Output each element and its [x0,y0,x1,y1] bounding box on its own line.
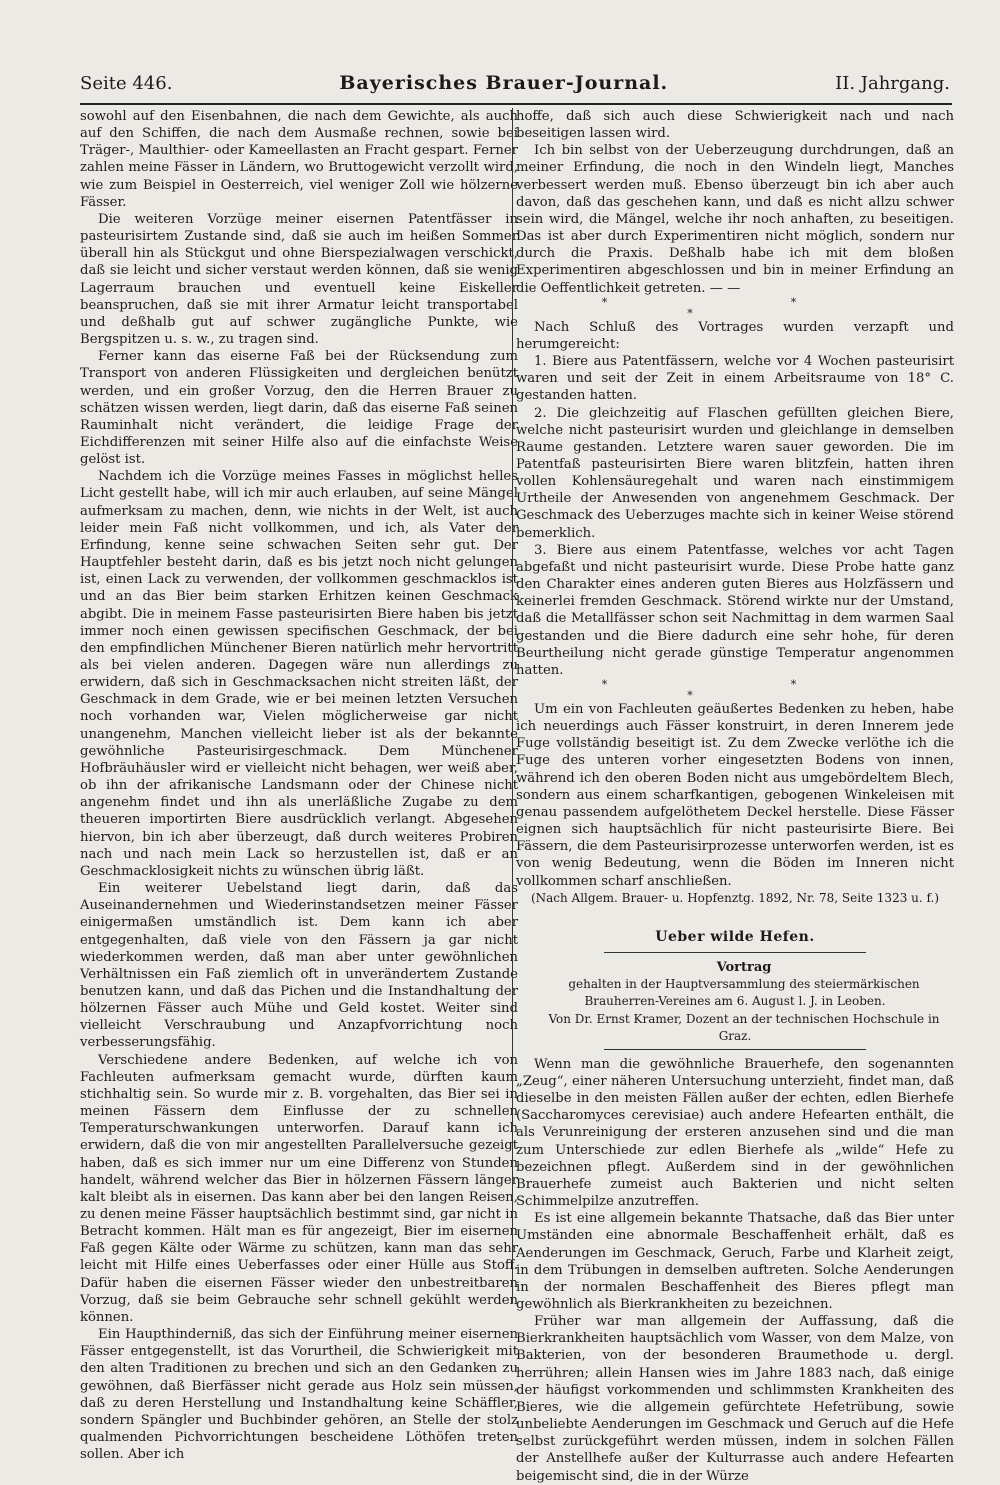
journal-title: Bayerisches Brauer-Journal. [339,72,669,94]
volume-label: II. Jahrgang. [835,73,950,94]
paragraph: sowohl auf den Eisenbahnen, die nach dem Gewichte, als auch auf den Schiffen, die nach dem Ausmaße rechnen, sowie bei Träger-, Maulthier- oder Kameellasten an Fracht gespart. Ferner zahlen meine Fässer in Ländern, wo Bruttogewicht verzollt wird, wie zum Beispiel in Oesterreich, viel weniger Zoll wie hölzerne Fässer. [80,109,518,210]
section-separator: * * * [601,295,887,320]
left-column [80,108,518,1463]
article-author: Von Dr. Ernst Kramer, Dozent an der technischen Hochschule in Graz. [548,1011,940,1043]
paragraph: Die weiteren Vorzüge meiner eisernen Patentfässer in pasteurisirtem Zustande sind, daß sie auch im heißen Sommer überall hin als Stückgut und ohne Bierspezialwagen verschickt, daß sie leicht und sicher verstaut werden können, daß sie wenig Lagerraum brauchen und eventuell keine Eiskeller beanspruchen, daß sie mit ihrer Armatur leicht transportabel und deßhalb gut auf schwer zugängliche Punkte, wie Bergspitzen u. s. w., zu tragen sind. [80,211,518,348]
right-column [516,108,954,1485]
article-title: Ueber wilde Hefen. [655,928,815,945]
paragraph: Ein Haupthinderniß, das sich der Einführung meiner eisernen Fässer entgegenstellt, ist das Vorurtheil, die Schwierigkeit mit den alten Traditionen zu brechen und sich an den Gedanken zu gewöhnen, daß Bierfässer nicht gerade aus Holz sein müssen, daß zu deren Herstellung und Instandhaltung keine Schäffler, sondern Spängler und Buchbinder gehören, an Stelle der stolz qualmenden Pichvorrichtungen bescheidene Löthöfen treten sollen. Aber ich [80,1327,518,1463]
paragraph: Ein weiterer Uebelstand liegt darin, daß das Auseinandernehmen und Wiederinstandsetzen meiner Fässer einigermaßen umständlich ist. Dem kann ich aber entgegenhalten, daß viele von den Fässern ja gar nicht wiederkommen werden, daß man aber unter gewöhnlichen Verhältnissen ein Faß ziemlich oft in unverändertem Zustande benutzen kann, und daß das Pichen und die Instandhaltung der hölzernen Fässer auch Mühe und Geld kostet. Weiter sind vielleicht Verschraubung und Anzapfvorrichtung noch verbesserungsfähig. [80,881,518,1051]
paragraph: hoffe, daß sich auch diese Schwierigkeit nach und nach beseitigen lassen wird. [516,109,954,142]
paragraph: 3. Biere aus einem Patentfasse, welches vor acht Tagen abgefaßt und nicht pasteurisirt wurde. Diese Probe hatte ganz den Charakter eines anderen guten Bieres aus Holzfässern und keinerlei fremden Geschmack. Störend wirkte nur der Umstand, daß die Metallfässer schon seit Nachmittag in dem warmen Saal gestanden und die Biere dadurch eine sehr hohe, für deren Beurtheilung nicht gerade günstige Temperatur angenommen hatten. [516,542,954,678]
paragraph: Um ein von Fachleuten geäußertes Bedenken zu heben, habe ich neuerdings auch Fässer konstruirt, in deren Innerem jede Fuge vollständig beseitigt ist. Zu dem Zwecke verlöthe ich die Fuge des unteren vorher eingesetzten Bodens von innen, während ich den oberen Boden nicht aus umgebördeltem Blech, sondern aus einem scharfkantigen, gebogenen Winkeleisen mit genau passendem aufgelöthetem Deckel herstelle. Diese Fässer eignen sich hauptsächlich für nicht pasteurisirte Biere. Bei Fässern, die dem Pasteurisirprozesse unterworfen werden, ist es von wenig Bedeutung, wenn die Böden im Inneren nicht vollkommen scharf anschließen. [516,702,954,889]
article-kind: Vortrag [716,960,772,976]
paragraph: Verschiedene andere Bedenken, auf welche ich von Fachleuten aufmerksam gemacht wurde, dürften kaum stichhaltig sein. So wurde mir z. B. vorgehalten, das Bier sei in meinen Fässern dem Einflusse der zu schnellen Temperaturschwankungen unterworfen. Darauf kann ich erwidern, daß die von mir angestellten Parallelversuche gezeigt haben, daß es sich immer nur um eine Differenz von Stunden handelt, während welcher das Bier in hölzernen Fässern länger kalt bleibt als in eisernen. Das kann aber bei den langen Reisen, zu denen meine Fässer hauptsächlich bestimmt sind, gar nicht in Betracht kommen. Hält man es für angezeigt, Bier im eisernen Faß gegen Kälte oder Wärme zu schützen, kann man das sehr leicht mit Hilfe eines Ueberfasses oder einer Hülle aus Stoff. Dafür haben die eisernen Fässer wieder den unbestreitbaren Vorzug, daß sie beim Gebrauche sehr schnell gekühlt werden können. [80,1052,518,1325]
author-rule [604,1049,867,1050]
paragraph: 2. Die gleichzeitig auf Flaschen gefüllten gleichen Biere, welche nicht pasteurisirt wurden und gleichlange in demselben Raume gestanden. Letztere waren sauer geworden. Die im Patentfaß pasteurisirten Biere waren blitzfein, hatten ihren vollen Kohlensäuregehalt und waren nach einstimmigem Urtheile der Anwesenden von angenehmem Geschmack. Der Geschmack des Ueberzuges machte sich in keiner Weise störend bemerklich. [516,405,954,541]
paragraph: Es ist eine allgemein bekannte Thatsache, daß das Bier unter Umständen eine abnormale Beschaffenheit erhält, daß es Aenderungen im Geschmack, Geruch, Farbe und Klarheit zeigt, in dem Trübungen in demselben auftreten. Solche Aenderungen in der normalen Beschaffenheit des Bieres pflegt man gewöhnlich als Bierkrankheiten zu bezeichnen. [516,1211,954,1312]
paragraph: Früher war man allgemein der Auffassung, daß die Bierkrankheiten hauptsächlich vom Wasser, von dem Malze, von Bakterien, von der besonderen Braumethode u. dergl. herrühren; allein Hansen wies im Jahre 1883 nach, daß einige der häufigst vorkommenden und schlimmsten Krankheiten des Bieres, wie die allgemein gefürchtete Hefetrübung, sowie unbeliebte Aenderungen im Geschmack und Geruch auf die Hefe selbst zurückgeführt werden müssen, indem in solchen Fällen der Anstellhefe außer der Kulturrasse auch andere Hefearten beigemischt sind, die in der Würze [516,1314,954,1484]
paragraph: 1. Biere aus Patentfässern, welche vor 4 Wochen pasteurisirt waren und seit der Zeit in einem Arbeitsraume von 18° C. gestanden hatten. [516,354,954,404]
paragraph: Nach Schluß des Vortrages wurden verzapft und herumgereicht: [516,319,954,352]
column-divider [512,108,513,1303]
paragraph: Nachdem ich die Vorzüge meines Fasses in möglichst helles Licht gestellt habe, will ich mir auch erlauben, auf seine Mängel aufmerksam zu machen, denn, wie nichts in der Welt, ist auch leider mein Faß nicht vollkommen, und ich, als Vater der Erfindung, kenne seine schwachen Seiten sehr gut. Der Hauptfehler besteht darin, daß es bis jetzt noch nicht gelungen ist, einen Lack zu verwenden, der vollkommen geschmacklos ist und an das Bier beim starken Erhitzen keinen Geschmack abgibt. Die in meinem Fasse pasteurisirten Biere haben bis jetzt immer noch einen gewissen specifischen Geschmack, der bei den empfindlichen Münchener Bieren natürlich mehr hervortritt als bei vielen anderen. Dagegen wäre nun allerdings zu erwidern, daß sich in Geschmacksachen nicht streiten läßt, der Geschmack in dem Grade, wie er bei meinen letzten Versuchen noch vorhanden war, Vielen möglicherweise gar nicht unangenehm, Manchen vielleicht lieber ist als der bekannte gewöhnliche Pasteurisirgeschmack. Dem Münchener Hofbräuhäusler wird er vielleicht nicht behagen, wer weiß aber, ob ihn der afrikanische Landsmann oder der Chinese nicht angenehm findet und ihn als unerläßliche Zugabe zu dem theueren importirten Biere ausdrücklich verlangt. Abgesehen hiervon, bin ich aber überzeugt, daß durch weiteres Probiren nach und nach mein Lack so herzustellen ist, daß er an Geschmacklosigkeit nichts zu wünschen übrig läßt. [80,469,518,879]
paragraph: Ferner kann das eiserne Faß bei der Rücksendung zum Transport von anderen Flüssigkeiten und dergleichen benützt werden, und ein großer Vorzug, den die Herren Brauer zu schätzen wissen werden, liegt darin, daß das eiserne Faß seinen Rauminhalt nicht verändert, die leidige Frage der Eichdifferenzen mit seiner Hilfe also auf die einfachste Weise gelöst ist. [80,349,518,468]
page-number: Seite 446. [80,73,173,94]
header-rule [80,103,952,105]
paragraph: Wenn man die gewöhnliche Brauerhefe, den sogenannten „Zeug“, einer näheren Untersuchung unterzieht, findet man, daß dieselbe in den meisten Fällen außer der echten, edlen Bierhefe (Saccharomyces cerevisiae) auch andere Hefearten enthält, die als Verunreinigung der ersteren anzusehen sind und die man zum Unterschiede zur edlen Bierhefe als „wilde“ Hefe zu bezeichnen pflegt. Außerdem sind in der gewöhnlichen Brauerhefe zumeist auch Bakterien und nicht selten Schimmelpilze anzutreffen. [516,1056,954,1210]
title-rule [604,952,867,953]
source-citation: (Nach Allgem. Brauer- u. Hopfenztg. 1892, Nr. 78, Seite 1323 u. f.) [530,890,940,905]
paragraph: Ich bin selbst von der Ueberzeugung durchdrungen, daß an meiner Erfindung, die noch in den Windeln liegt, Manches verbessert werden muß. Ebenso überzeugt bin ich aber auch davon, daß das geschehen kann, und daß es nicht allzu schwer sein wird, die Mängel, welche ihr noch anhaften, zu beseitigen. Das ist aber durch Experimentiren nicht möglich, sondern nur durch die Praxis. Deßhalb habe ich mit dem bloßen Experimentiren abgeschlossen und bin in meiner Erfindung an die Oeffentlichkeit getreten. — — [516,143,954,296]
article-occasion: gehalten in der Hauptversammlung des steiermärkischen Brauherren-Vereines am 6. August l. J. in Leoben. [568,977,920,1009]
page-header [80,72,950,102]
section-separator: * * * [601,678,887,702]
